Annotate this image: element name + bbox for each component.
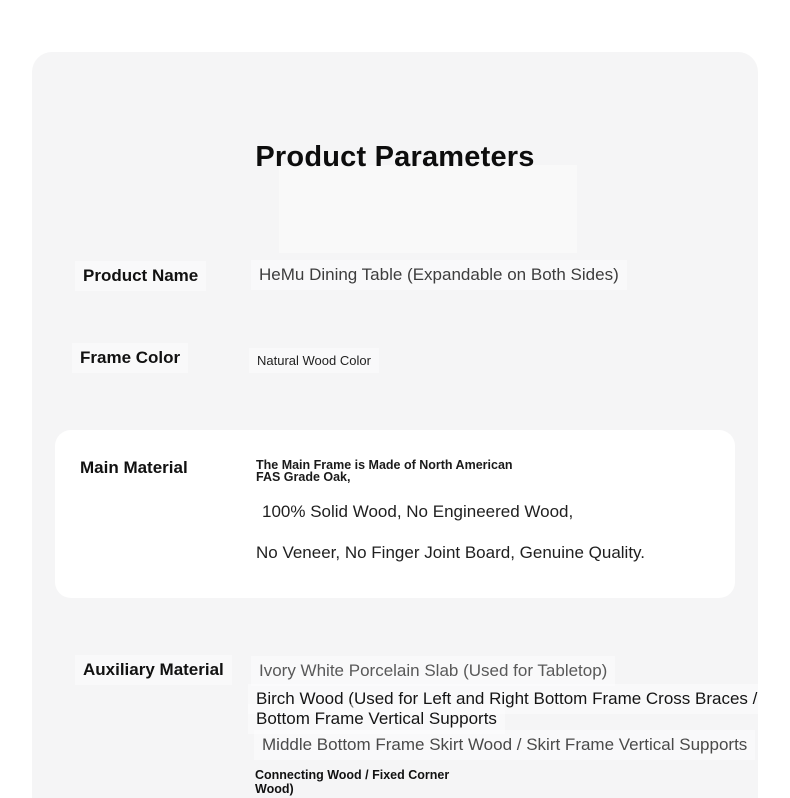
auxiliary-material-item3: Middle Bottom Frame Skirt Wood / Skirt Frame Vertical Supports: [254, 730, 755, 760]
main-material-intro-line2: FAS Grade Oak,: [256, 469, 351, 484]
product-name-value: HeMu Dining Table (Expandable on Both Sides): [251, 260, 627, 290]
title-background-patch: [279, 165, 577, 253]
auxiliary-material-item2-line1: Birch Wood (Used for Left and Right Bottom Frame Cross Braces /: [248, 684, 765, 714]
frame-color-value: Natural Wood Color: [249, 348, 379, 373]
auxiliary-material-item4-line2: Wood): [255, 782, 294, 796]
product-name-label: Product Name: [75, 261, 206, 291]
main-material-claim1: 100% Solid Wood, No Engineered Wood,: [262, 502, 574, 521]
main-material-intro-line1: The Main Frame is Made of North American: [256, 458, 513, 472]
main-material-label: Main Material: [80, 458, 188, 477]
auxiliary-material-item4-line1: Connecting Wood / Fixed Corner: [255, 768, 450, 782]
page-title: Product Parameters: [255, 141, 535, 173]
frame-color-label: Frame Color: [72, 343, 188, 373]
auxiliary-material-item2-line2: Bottom Frame Vertical Supports: [248, 704, 505, 734]
auxiliary-material-item1: Ivory White Porcelain Slab (Used for Tabletop): [251, 656, 615, 686]
auxiliary-material-label: Auxiliary Material: [75, 655, 232, 685]
main-material-claim2: No Veneer, No Finger Joint Board, Genuine Quality.: [256, 543, 646, 562]
